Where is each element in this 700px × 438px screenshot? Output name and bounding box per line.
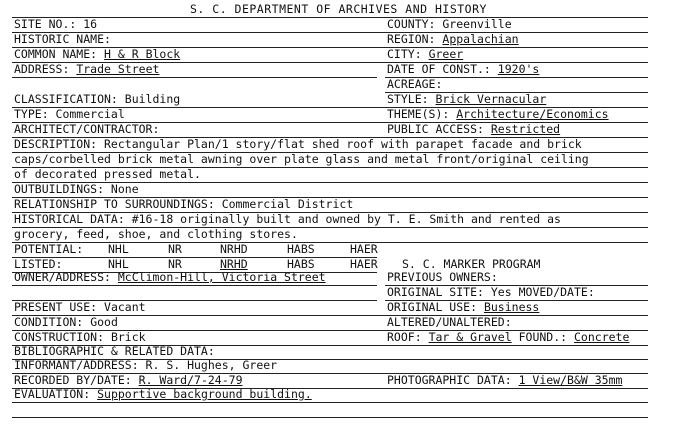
potential-label: POTENTIAL: (14, 242, 84, 256)
recorded-by: RECORDED BY/DATE: R. Ward/7-24-79 (14, 373, 243, 387)
historical-line-1: HISTORICAL DATA: #16-18 originally built and owned by T. E. Smith and rented as (14, 212, 561, 226)
theme: THEME(S): Architecture/Economics (387, 107, 609, 121)
potential-nr: NR (168, 242, 182, 256)
historical-line-2: grocery, feed, shoe, and clothing stores. (14, 227, 298, 241)
potential-haer: HAER (350, 242, 378, 256)
condition-value: Good (90, 315, 118, 329)
style: STYLE: Brick Vernacular (387, 92, 547, 106)
listed-label: LISTED: (14, 257, 63, 271)
original-site-value: Yes (490, 285, 512, 299)
description-line-3: of decorated pressed metal. (14, 167, 201, 181)
rule (12, 257, 377, 258)
present-use: PRESENT USE: Vacant (14, 300, 146, 314)
theme-value: Architecture/Economics (456, 107, 609, 121)
architect: ARCHITECT/CONTRACTOR: (14, 122, 160, 136)
moved-date: MOVED/DATE: (518, 285, 595, 299)
region-value: Appalachian (442, 32, 519, 46)
type: TYPE: Commercial (14, 107, 125, 121)
marker-program: S. C. MARKER PROGRAM (402, 257, 541, 271)
recorded-value: R. Ward/7-24-79 (138, 373, 243, 387)
original-use: ORIGINAL USE: Business (387, 300, 540, 314)
description-line-1: DESCRIPTION: Rectangular Plan/1 story/flat shed roof with parapet facade and brick (14, 137, 582, 151)
listed-habs: HABS (287, 257, 315, 271)
county: COUNTY: Greenville (387, 17, 512, 31)
photographic-data: PHOTOGRAPHIC DATA: 1 View/B&W 35mm (387, 373, 623, 387)
date-value: 1920's (497, 62, 540, 76)
potential-nrhd: NRHD (220, 242, 248, 256)
common-name: COMMON NAME: H & R Block (14, 47, 181, 61)
listed-nhl: NHL (108, 257, 129, 271)
roof: ROOF: Tar & Gravel FOUND.: Concrete (387, 330, 630, 344)
original-site: ORIGINAL SITE: Yes MOVED/DATE: (387, 285, 595, 299)
owner-address: OWNER/ADDRESS: McClimon-Hill, Victoria Street (14, 270, 326, 284)
relationship: RELATIONSHIP TO SURROUNDINGS: Commercial District (14, 197, 354, 211)
listed-nr: NR (168, 257, 182, 271)
region: REGION: Appalachian (387, 32, 519, 46)
roof-value: Tar & Gravel (428, 330, 512, 344)
evaluation: EVALUATION: Supportive background building. (14, 387, 312, 401)
city: CITY: Greer (387, 47, 464, 61)
city-value: Greer (428, 47, 464, 61)
evaluation-value: Supportive background building. (97, 387, 312, 401)
construction: CONSTRUCTION: Brick (14, 330, 146, 344)
historic-name: HISTORIC NAME: (14, 32, 111, 46)
date-of-construction: DATE OF CONST.: 1920's (387, 62, 540, 76)
altered: ALTERED/UNALTERED: (387, 315, 512, 329)
address-value: Trade Street (76, 62, 160, 76)
listed-nrhd: NRHD (220, 257, 248, 271)
listed-haer: HAER (350, 257, 378, 271)
outbuildings: OUTBUILDINGS: None (14, 182, 139, 196)
rule (12, 417, 648, 418)
bibliographic: BIBLIOGRAPHIC & RELATED DATA: (14, 344, 215, 358)
construction-value: Brick (110, 330, 146, 344)
owner-value: McClimon-Hill, Victoria Street (117, 270, 326, 284)
acreage: ACREAGE: (387, 77, 443, 91)
potential-habs: HABS (287, 242, 315, 256)
present-use-value: Vacant (104, 300, 146, 314)
common-name-value: H & R Block (104, 47, 181, 61)
original-use-value: Business (483, 300, 540, 314)
classification: CLASSIFICATION: Building (14, 92, 181, 106)
rule (12, 285, 377, 286)
form-header: S. C. DEPARTMENT OF ARCHIVES AND HISTORY (190, 2, 487, 16)
access-value: Restricted (490, 122, 561, 136)
informant: INFORMANT/ADDRESS: R. S. Hughes, Greer (14, 358, 278, 372)
address: ADDRESS: Trade Street (14, 62, 160, 76)
rule (12, 402, 648, 403)
potential-nhl: NHL (108, 242, 129, 256)
condition: CONDITION: Good (14, 315, 118, 329)
rule (12, 17, 648, 18)
photo-value: 1 View/B&W 35mm (518, 373, 623, 387)
description-line-2: caps/corbelled brick metal awning over plate glass and metal front/original ceiling (14, 152, 589, 166)
previous-owners: PREVIOUS OWNERS: (387, 270, 498, 284)
site-no: SITE NO.: 16 (14, 17, 98, 31)
public-access: PUBLIC ACCESS: Restricted (387, 122, 561, 136)
found-value: Concrete (574, 330, 630, 344)
rule (12, 77, 377, 78)
style-value: Brick Vernacular (435, 92, 547, 106)
